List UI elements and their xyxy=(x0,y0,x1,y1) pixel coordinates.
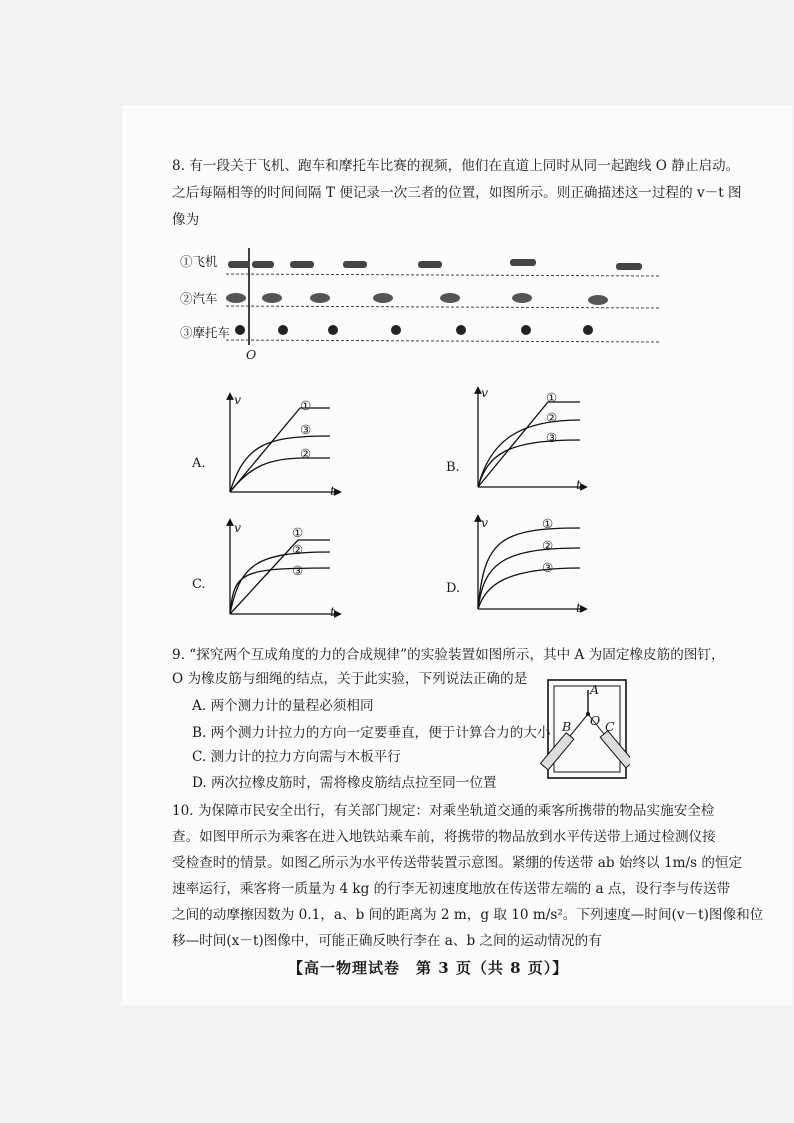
graph-b-curve-3: ③ xyxy=(546,430,558,445)
row-label-plane: ①飞机 xyxy=(180,254,218,269)
graph-d-curve-2: ② xyxy=(542,538,554,553)
q8-line3: 像为 xyxy=(172,212,200,228)
graph-d-curve-3: ③ xyxy=(542,560,554,575)
graph-c-t: t xyxy=(330,604,336,619)
graph-b-t: t xyxy=(576,477,582,492)
q8-line2: 之后每隔相等的时间间隔 T 便记录一次三者的位置，如图所示。则正确描述这一过程的 v－t 图 xyxy=(172,185,742,201)
q9-choice-a: A. 两个测力计的量程必须相同 xyxy=(192,698,374,714)
graph-b-v: v xyxy=(481,385,489,400)
q9-choice-c: C. 测力计的拉力方向需与木板平行 xyxy=(192,749,401,765)
graph-a-curve-1: ① xyxy=(300,398,312,413)
graph-c-v: v xyxy=(234,520,242,535)
fig-label-c: C xyxy=(605,719,615,734)
row-label-car: ②汽车 xyxy=(180,291,218,306)
graph-b-curve-1: ① xyxy=(546,390,558,405)
origin-label: O xyxy=(246,347,257,362)
graph-d-t: t xyxy=(576,600,582,615)
q8-line1: 8. 有一段关于飞机、跑车和摩托车比赛的视频，他们在直道上同时从同一起跑线 O 静止启动。 xyxy=(172,158,740,174)
graph-c-curve-3: ③ xyxy=(292,563,304,578)
option-d-letter: D. xyxy=(446,581,461,596)
graph-a xyxy=(230,396,338,492)
graph-d xyxy=(478,518,584,609)
graph-c-curve-1: ① xyxy=(292,525,304,540)
q9-choice-b: B. 两个测力计拉力的方向一定要垂直，便于计算合力的大小 xyxy=(192,725,551,741)
row-label-moto: ③摩托车 xyxy=(180,325,231,340)
q10-line6: 移—时间(x－t)图像中，可能正确反映行李在 a、b 之间的运动情况的有 xyxy=(172,933,602,949)
option-b-letter: B. xyxy=(446,460,460,475)
graph-c xyxy=(230,522,338,614)
graph-d-curve-1: ① xyxy=(542,516,554,531)
q9-choice-d: D. 两次拉橡皮筋时，需将橡皮筋结点拉至同一位置 xyxy=(192,775,497,791)
graph-a-curve-3: ③ xyxy=(300,422,312,437)
q10-line1: 10. 为保障市民安全出行，有关部门规定：对乘坐轨道交通的乘客所携带的物品实施安全检 xyxy=(172,803,715,819)
graph-a-curve-2: ② xyxy=(300,446,312,461)
q10-line2: 查。如图甲所示为乘客在进入地铁站乘车前，将携带的物品放到水平传送带上通过检测仪接 xyxy=(172,829,716,845)
q9-line1: 9. “探究两个互成角度的力的合成规律”的实验装置如图所示，其中 A 为固定橡皮筋的图钉， xyxy=(172,647,725,663)
graph-a-t: t xyxy=(330,483,336,498)
q10-line5: 之间的动摩擦因数为 0.1，a、b 间的距离为 2 m，g 取 10 m/s²。下列速度—时间(v－t)图像和位 xyxy=(172,907,764,923)
graph-a-v: v xyxy=(234,392,242,407)
option-c-letter: C. xyxy=(192,577,206,592)
q10-line4: 速率运行，乘客将一质量为 4 kg 的行李无初速度地放在传送带左端的 a 点，设行李与传送带 xyxy=(172,881,731,897)
graph-b xyxy=(478,390,584,487)
fig-label-b: B xyxy=(562,719,572,734)
fig-label-a: A xyxy=(590,682,600,697)
q10-line3: 受检查时的情景。如图乙所示为水平传送带装置示意图。紧绷的传送带 ab 始终以 1m/s 的恒定 xyxy=(172,855,743,871)
fig-label-o: O xyxy=(590,713,601,728)
graph-d-v: v xyxy=(481,515,489,530)
option-a-letter: A. xyxy=(192,456,206,471)
q9-line2: O 为橡皮筋与细绳的结点，关于此实验，下列说法正确的是 xyxy=(172,671,528,687)
graph-c-curve-2: ② xyxy=(292,542,304,557)
page-footer: 【高一物理试卷 第 3 页（共 8 页）】 xyxy=(288,959,569,977)
graph-b-curve-2: ② xyxy=(546,410,558,425)
